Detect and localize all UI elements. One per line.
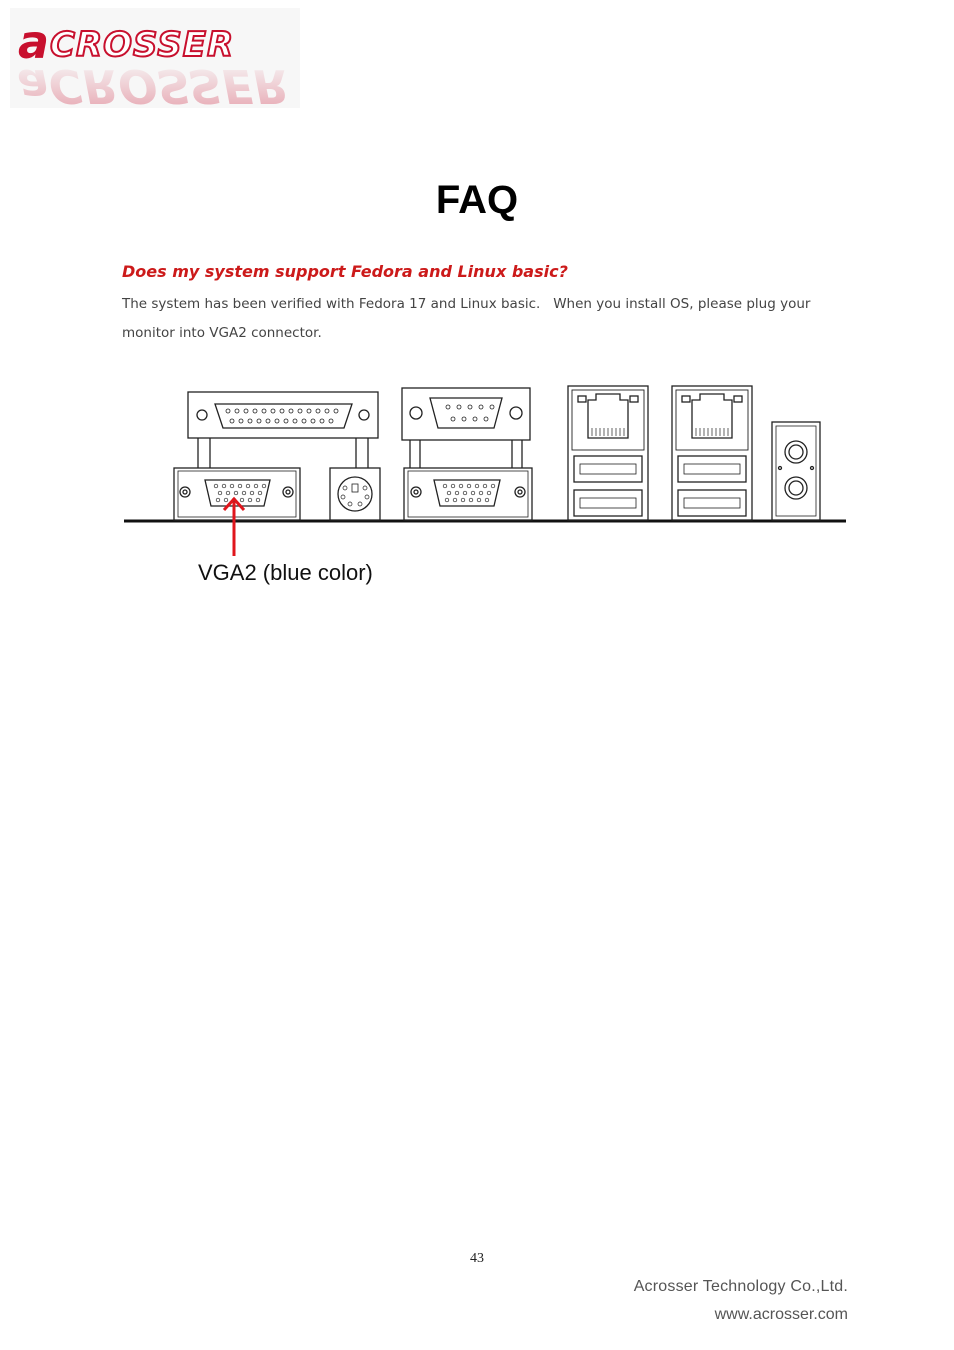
faq-question: Does my system support Fedora and Linux basic? xyxy=(122,262,568,281)
logo-wordmark: CROSSER xyxy=(50,25,235,65)
acrosser-logo xyxy=(10,8,300,108)
parallel-port xyxy=(188,392,378,468)
page-number: 43 xyxy=(470,1251,484,1266)
vga1-port xyxy=(404,468,532,520)
faq-answer: The system has been verified with Fedora 17 and Linux basic. When you install OS, please plug your monitor into VGA2 connector. xyxy=(122,296,811,341)
lan-usb-stack-1 xyxy=(568,386,648,520)
page-title: FAQ xyxy=(435,178,519,222)
logo-letter-a: a xyxy=(18,15,50,69)
vga2-callout-label: VGA2 (blue color) xyxy=(198,560,373,585)
lan-usb-stack-2 xyxy=(672,386,752,520)
footer-company: Acrosser Technology Co.,Ltd. xyxy=(633,1278,848,1295)
com-port xyxy=(402,388,530,468)
logo-reflection: aCROSSER xyxy=(18,59,289,108)
audio-jacks xyxy=(772,422,820,520)
vga2-callout-arrow xyxy=(222,496,246,558)
logo-graphic xyxy=(10,8,300,108)
ps2-port xyxy=(330,468,380,520)
footer-website: www.acrosser.com xyxy=(714,1306,848,1323)
